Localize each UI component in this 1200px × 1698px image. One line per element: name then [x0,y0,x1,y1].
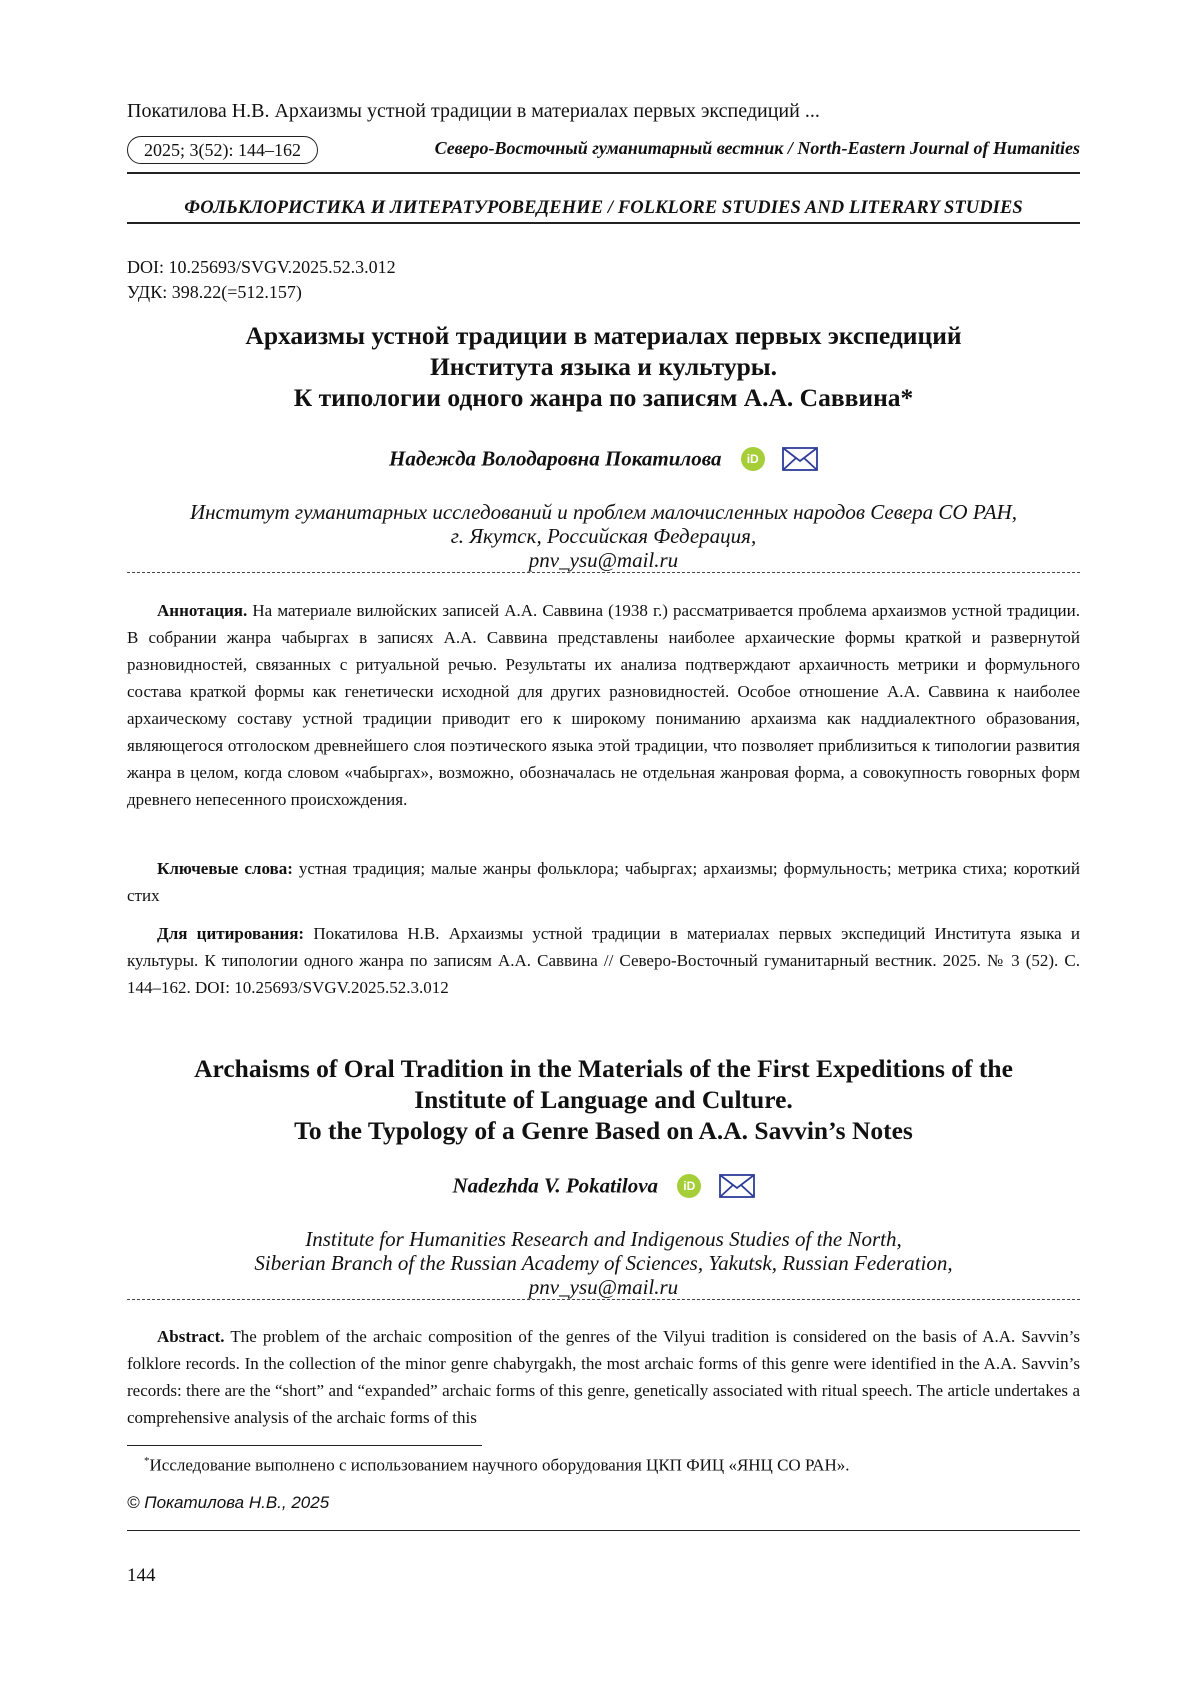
author-name: Nadezhda V. Pokatilova [452,1173,659,1198]
journal-name: Северо-Восточный гуманитарный вестник / North-Eastern Journal of Humanities [434,138,1080,158]
abstract-text: The problem of the archaic composition of the genres of the Vilyui tradition is considered on the basis of A.A. Savvin’s folklore records. In the collection of the minor genre chabyrgakh, the most archaic forms of this genre were identified in the A.A. Savvin’s records: there are the “short” and “expanded” archaic forms of this genre, genetically associated with ritual speech. The article undertakes a comprehensive analysis of the archaic forms of this [127,1327,1080,1427]
section-rule [127,222,1080,224]
keywords-ru [127,855,1080,909]
footnote-text: Исследование выполнено с использованием научного оборудования ЦКП ФИЦ «ЯНЦ СО РАН». [149,1455,850,1475]
author-email[interactable]: pnv_ysu@mail.ru [528,548,679,572]
abstract-en [127,1323,1080,1431]
footnote-mark: * [144,1455,150,1467]
affiliation-en [127,1227,1080,1299]
footnote-rule [127,1445,482,1446]
affiliation-line: Institute for Humanities Research and Indigenous Studies of the North, [305,1227,902,1251]
footnote [144,1455,850,1476]
title-line: Institute of Language and Culture. [414,1085,793,1114]
abstract-label: Abstract. [157,1327,225,1346]
affiliation-line: Siberian Branch of the Russian Academy of Sciences, Yakutsk, Russian Federation, [254,1251,953,1275]
doi: DOI: 10.25693/SVGV.2025.52.3.012 [127,257,396,277]
citation-text: Покатилова Н.В. Архаизмы устной традиции в материалах первых экспедиций Института языка и культуры. К типологии одного жанра по записям А.А. Саввина // Северо-Восточный гуманитарный вестник. 2025. № 3 (52). С. 144–162. DOI: 10.25693/SVGV.2025.52.3.012 [127,924,1081,997]
article-title-ru [127,320,1080,413]
title-line: Архаизмы устной традиции в материалах первых экспедиций [245,321,962,350]
keywords-text: устная традиция; малые жанры фольклора; чабыргах; архаизмы; формульность; метрика стиха; короткий стих [127,859,1081,905]
mail-icon[interactable] [782,447,818,471]
title-line: Института языка и культуры. [429,352,778,381]
citation-label: Для цитирования: [157,924,305,943]
orcid-icon[interactable]: iD [741,447,765,471]
issue-line [127,136,1080,164]
affiliation-ru [127,500,1080,572]
header-rule [127,172,1080,174]
abstract-label: Аннотация. [157,601,248,620]
author-email[interactable]: pnv_ysu@mail.ru [528,1275,679,1299]
affiliation-divider [127,1299,1080,1300]
citation-ru [127,920,1080,1001]
section-title: ФОЛЬКЛОРИСТИКА И ЛИТЕРАТУРОВЕДЕНИЕ / FOLKLORE STUDIES AND LITERARY STUDIES [184,198,1023,218]
title-line: To the Typology of a Genre Based on A.A. Savvin’s Notes [294,1116,913,1145]
author-line-ru [127,445,1080,472]
affiliation-divider [127,572,1080,573]
udk: УДК: 398.22(=512.157) [127,282,302,302]
orcid-icon[interactable]: iD [677,1174,701,1198]
mail-icon[interactable] [719,1174,755,1198]
running-head: Покатилова Н.В. Архаизмы устной традиции в материалах первых экспедиций ... [127,100,820,122]
abstract-ru [127,597,1080,813]
article-title-en [127,1053,1080,1146]
affiliation-line: Институт гуманитарных исследований и проблем малочисленных народов Севера СО РАН, [189,500,1018,524]
author-name: Надежда Володаровна Покатилова [389,446,722,471]
copyright: © Покатилова Н.В., 2025 [127,1493,330,1512]
issue-badge: 2025; 3(52): 144–162 [127,136,318,164]
abstract-text: На материале вилюйских записей А.А. Саввина (1938 г.) рассматривается проблема архаизмов устной традиции. В собрании жанра чабыргах в записях А.А. Саввина представлены наиболее архаические формы краткой и развернутой разновидностей, связанных с ритуальной речью. Результаты их анализа подтверждают архаичность метрики и формульного состава краткой формы как генетически исходной для других разновидностей. Особое отношение А.А. Саввина к наиболее архаическому составу устной традиции приводит его к широкому пониманию архаизма как наддиалектного образования, являющегося отголоском древнейшего слоя поэтического языка этой традиции, что позволяет приблизиться к типологии развития жанра в целом, когда словом «чабыргах», возможно, обозначалась не отдельная жанровая форма, а совокупность говорных форм древнего непесенного происхождения. [127,601,1080,809]
keywords-label: Ключевые слова: [157,859,293,878]
affiliation-line: г. Якутск, Российская Федерация, [450,524,757,548]
footer-rule [127,1530,1080,1531]
title-line: К типологии одного жанра по записям А.А. Саввина* [293,383,914,412]
page-number: 144 [127,1565,156,1586]
author-line-en [127,1172,1080,1199]
title-line: Archaisms of Oral Tradition in the Materials of the First Expeditions of the [194,1054,1013,1083]
